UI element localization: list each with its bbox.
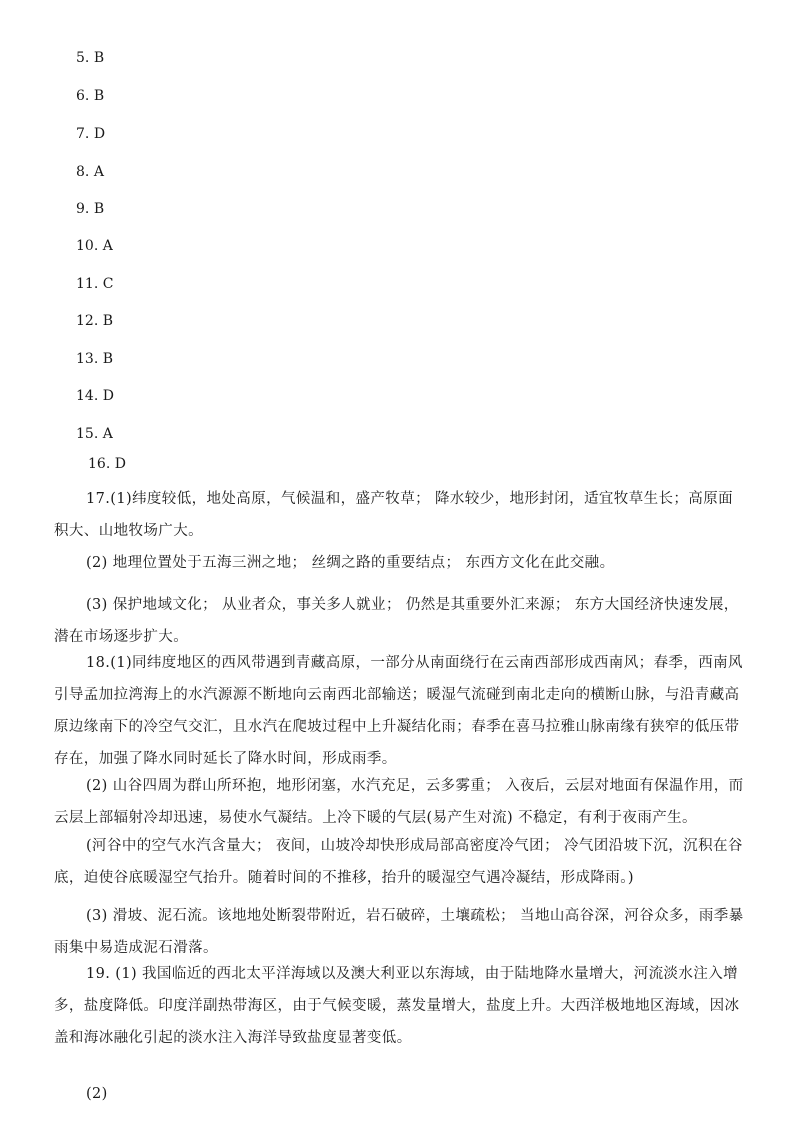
q18-part2-note: (河谷中的空气水汽含量大； 夜间，山坡冷却快形成局部高密度冷气团； 冷气团沿坡下沉，沉积在谷底，迫使谷底暖湿空气抬升。随着时间的不推移，抬升的暖湿空气遇冷凝结，形成降雨。) xyxy=(54,838,743,886)
q18-part1: 18.(1)同纬度地区的西风带遇到青藏高原，一部分从南面绕行在云南西部形成西南风；春季，西南风引导孟加拉湾海上的水汽源源不断地向云南西北部输送；暖湿气流碰到南北走向的横断山脉，与沿青藏高原边缘南下的冷空气交汇，且水汽在爬坡过程中上升凝结化雨；春季在喜马拉雅山脉南缘有狭窄的低压带存在，加强了降水同时延长了降水时间，形成雨季。 xyxy=(54,655,743,767)
answer-13: 13. B xyxy=(76,351,114,367)
answer-15: 15. A xyxy=(76,426,113,442)
answer-8: 8. A xyxy=(76,164,104,180)
q17-part1: 17.(1)纬度较低，地处高原，气候温和，盛产牧草； 降水较少，地形封闭，适宜牧草生长；高原面积大、山地牧场广大。 xyxy=(54,491,734,539)
q17-part3: (3) 保护地域文化； 从业者众，事关多人就业； 仍然是其重要外汇来源； 东方大国经济快速发展，潜在市场逐步扩大。 xyxy=(54,597,739,645)
answer-6: 6. B xyxy=(76,88,105,104)
answer-12: 12. B xyxy=(76,313,114,329)
q19-part2: (2) xyxy=(86,1086,108,1102)
answer-11: 11. C xyxy=(76,276,114,292)
answer-10: 10. A xyxy=(76,238,113,254)
answer-7: 7. D xyxy=(76,126,106,142)
q18-part2: (2) 山谷四周为群山所环抱，地形闭塞，水汽充足，云多雾重； 入夜后，云层对地面有保温作用，而云层上部辐射冷却迅速，易使水气凝结。上冷下暖的气层(易产生对流) 不稳定，有利于夜雨产生。 xyxy=(54,778,744,826)
q17-part2: (2) 地理位置处于五海三洲之地； 丝绸之路的重要结点； 东西方文化在此交融。 xyxy=(86,555,615,571)
q19-part1: 19. (1) 我国临近的西北太平洋海域以及澳大利亚以东海域，由于陆地降水量增大，河流淡水注入增多，盐度降低。印度洋副热带海区，由于气候变暖，蒸发量增大，盐度上升。大西洋极地地区海域，因冰盖和海冰融化引起的淡水注入海洋导致盐度显著变低。 xyxy=(54,966,740,1046)
answer-16: 16. D xyxy=(88,456,126,472)
answer-5: 5. B xyxy=(76,50,105,66)
answer-14: 14. D xyxy=(76,388,114,404)
q18-part3: (3) 滑坡、泥石流。该地地处断裂带附近，岩石破碎，土壤疏松； 当地山高谷深，河谷众多，雨季暴雨集中易造成泥石滑落。 xyxy=(54,908,744,956)
answer-9: 9. B xyxy=(76,201,105,217)
